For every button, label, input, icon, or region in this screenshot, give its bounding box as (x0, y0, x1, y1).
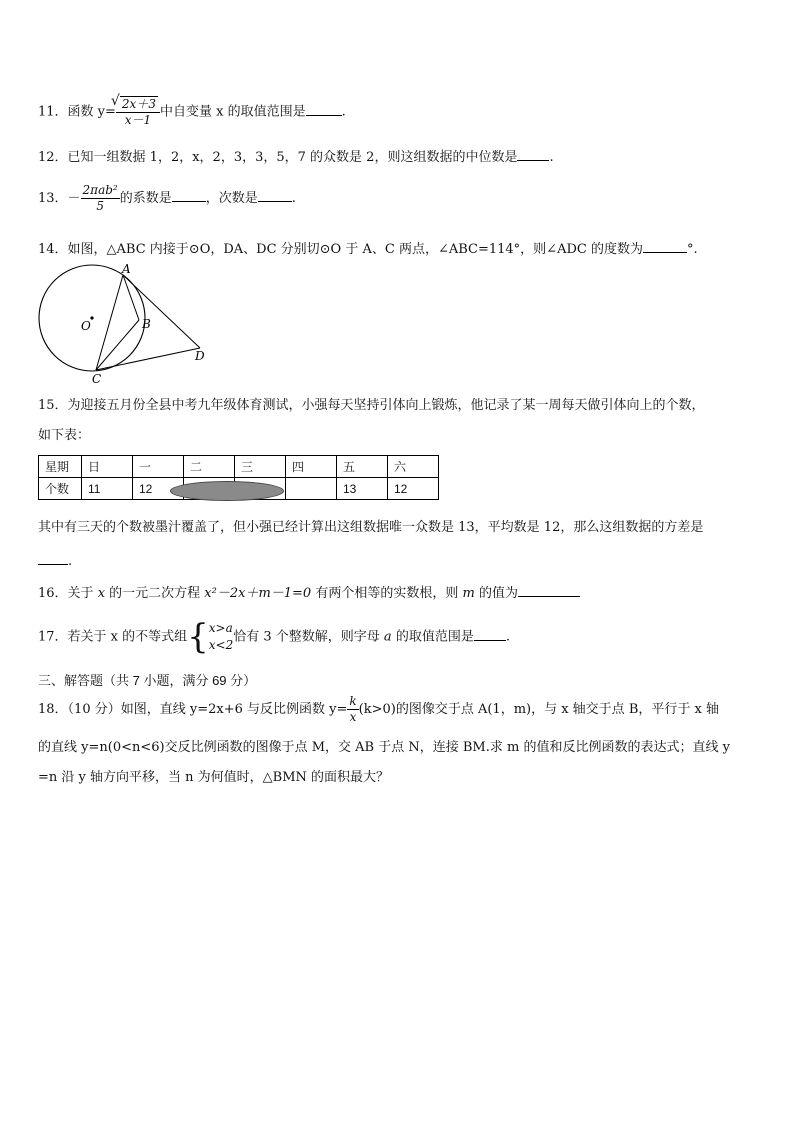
question-15-line-2 (38, 426, 90, 446)
question-16 (38, 582, 580, 604)
q16-var-x: x (97, 586, 106, 601)
table-cell: 个数 (39, 478, 82, 500)
q15-text-2: 如下表： (38, 428, 91, 443)
table-cell: 三 (235, 456, 286, 478)
table-cell: 日 (82, 456, 133, 478)
q13-text-2: ，次数是 (205, 191, 258, 206)
q13-numerator: 2πab² (82, 183, 118, 197)
q17-system (209, 620, 233, 654)
table-cell: 四 (286, 456, 337, 478)
q13-fraction (81, 183, 120, 214)
q18-numerator: k (349, 694, 357, 708)
q12-text: 12．已知一组数据 1，2，x，2，3，3，5，7 的众数是 2，则这组数据的中位数是 (38, 150, 518, 165)
q15-answer-blank[interactable] (38, 550, 68, 565)
label-d: D (195, 349, 205, 363)
q13-prefix: 13．－ (38, 191, 81, 206)
q14-end: °. (686, 242, 698, 257)
q11-end: . (341, 104, 346, 120)
table-cell: 星期 (39, 456, 82, 478)
label-c: C (92, 372, 102, 386)
q18-text-1: (k>0)的图像交于点 A(1，m)，与 x 轴交于点 B，平行于 x 轴 (358, 702, 719, 717)
q18-denominator: x (349, 710, 357, 724)
q13-answer-blank-1[interactable] (172, 187, 206, 202)
center-point (90, 316, 93, 319)
ink-blot (170, 481, 284, 501)
q13-text-1: 的系数是 (119, 191, 172, 206)
q17-text: 恰有 3 个整数解，则字母 (233, 629, 384, 645)
chord-ac (96, 275, 123, 370)
q14-text: 14．如图，△ABC 内接于⊙O，DA、DC 分别切⊙O 于 A、C 两点，∠ABC=114°，则∠ADC 的度数为 (38, 242, 643, 257)
question-18-line-2 (38, 738, 730, 758)
q17-inequality-1: x>a (208, 621, 233, 635)
q17-answer-blank[interactable] (474, 626, 506, 641)
q12-answer-blank[interactable] (517, 146, 549, 161)
q17-text-2: 的取值范围是 (391, 629, 474, 645)
q13-end: . (291, 191, 296, 206)
label-b: B (142, 317, 151, 331)
question-15-line-1 (38, 396, 705, 416)
q17-prefix: 17．若关于 x 的不等式组 (38, 629, 188, 645)
q14-answer-blank[interactable] (643, 238, 687, 253)
q17-var-a: a (383, 629, 392, 645)
q11-prefix: 11．函数 y= (38, 104, 116, 120)
q13-denominator: 5 (96, 199, 104, 213)
q15-end: . (68, 554, 73, 569)
table-header-row (39, 456, 439, 478)
table-cell: 二 (184, 456, 235, 478)
question-17 (38, 617, 510, 657)
question-14 (38, 238, 698, 260)
table-cell: 12 (388, 478, 439, 500)
tangent-da (123, 275, 200, 348)
table-cell: 13 (337, 478, 388, 500)
q11-sqrt-arg: √ 2x＋3 (120, 96, 158, 112)
q15-text-3: 其中有三天的个数被墨汁覆盖了，但小强已经计算出这组数据唯一众数是 13，平均数是 12，那么这组数据的方差是 (38, 520, 704, 535)
q16-equation: x²－2x＋m－1=0 (204, 586, 312, 601)
q16-prefix: 16．关于 (38, 586, 98, 601)
q11-denominator: x－1 (124, 113, 152, 127)
q12-end: . (549, 150, 554, 165)
question-11 (38, 96, 346, 128)
table-cell: 12 (133, 478, 184, 500)
table-cell: 11 (82, 478, 133, 500)
q17-inequality-2: x<2 (208, 638, 234, 652)
q16-text: 的一元二次方程 (105, 586, 205, 601)
q16-text-2: 有两个相等的实数根，则 (311, 586, 463, 601)
q11-fraction (116, 96, 160, 128)
question-15-line-4 (38, 550, 72, 572)
question-18-line-3 (38, 768, 389, 788)
question-12 (38, 146, 554, 168)
q13-answer-blank-2[interactable] (258, 187, 292, 202)
question-15-line-3 (38, 518, 703, 538)
q17-brace: { (187, 617, 209, 657)
table-cell: 五 (337, 456, 388, 478)
table-cell: 六 (388, 456, 439, 478)
table-cell: 一 (133, 456, 184, 478)
question-13 (38, 183, 296, 214)
q15-text-1: 15．为迎接五月份全县中考九年级体育测试，小强每天坚持引体向上锻炼，他记录了某一周每天做引体向上的个数， (38, 398, 705, 413)
label-o: O (81, 319, 91, 333)
q11-text: 中自变量 x 的取值范围是 (159, 104, 306, 120)
label-a: A (122, 262, 131, 276)
section-heading: 三、解答题（共 7 小题，满分 69 分） (38, 673, 257, 688)
q14-geometry-figure (30, 262, 220, 386)
question-18-line-1 (38, 694, 719, 725)
q18-prefix: 18．（10 分）如图，直线 y=2x+6 与反比例函数 y= (38, 702, 348, 717)
q11-answer-blank[interactable] (306, 101, 342, 116)
q18-fraction (347, 694, 358, 725)
q18-text-2: 的直线 y=n(0<n<6)交反比例函数的图像于点 M，交 AB 于点 N，连接 BM.求 m 的值和反比例函数的表达式；直线 y (38, 740, 730, 755)
q16-var-m: m (462, 586, 475, 601)
q17-end: . (505, 629, 510, 645)
table-cell (286, 478, 337, 500)
q18-text-3: =n 沿 y 轴方向平移，当 n 为何值时，△BMN 的面积最大？ (38, 770, 390, 785)
q16-text-3: 的值为 (474, 586, 518, 601)
q16-answer-blank[interactable] (518, 582, 580, 597)
